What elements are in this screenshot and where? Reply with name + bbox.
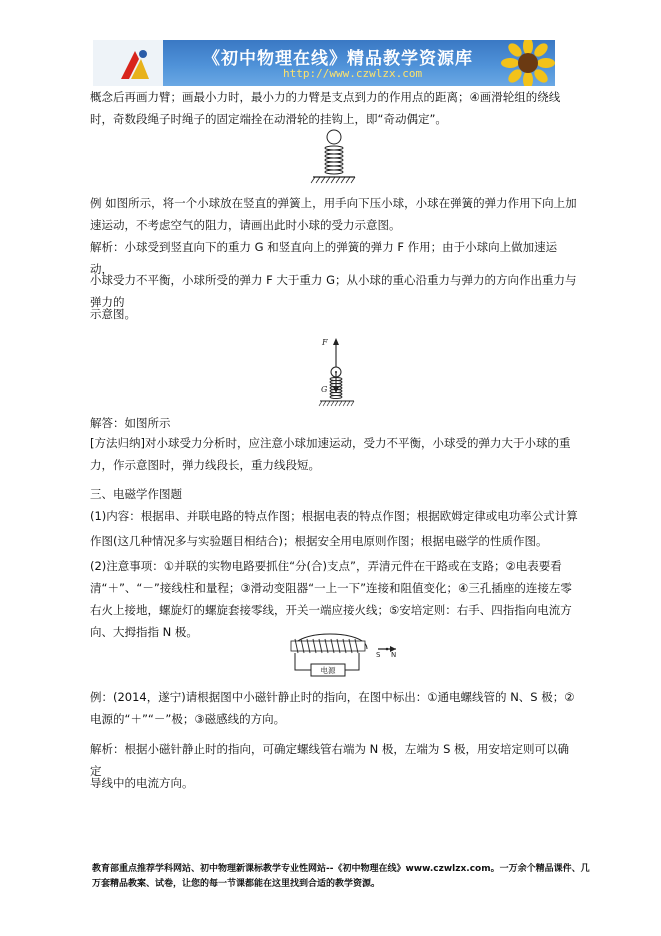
banner-title: 《初中物理在线》精品教学资源库: [203, 49, 473, 69]
analysis-1-line-3: 示意图。: [90, 307, 136, 321]
section-heading-electromagnetism: 三、电磁学作图题: [90, 487, 182, 501]
notes-3: (2)注意事项：①并联的实物电路要抓住“分(合)支点”，弄清元件在干路或在支路；②电表要看清“＋”、“－”接线柱和量程；③滑动变阻器“一上一下”连接和阻值变化；④三孔插座的连接左零右火上接地，螺旋灯的螺旋套接零线，开关一端应接火线；⑤安培定则：右手、四指指向电流方向、大拇指指 N 极。: [90, 559, 572, 639]
needle-s-label: S: [376, 651, 381, 659]
example-1: 例 如图所示，将一个小球放在竖直的弹簧上，用手向下压小球，小球在弹簧的弹力作用下向上加速运动，不考虑空气的阻力，请画出此时小球的受力示意图。: [90, 196, 577, 232]
analysis-1-line-2: 小球受力不平衡，小球所受的弹力 F 大于重力 G；从小球的重心沿重力与弹力的方向作出重力与弹力的: [90, 273, 577, 309]
needle-n-label: N: [391, 651, 397, 659]
analysis-1-line-1: 解析：小球受到竖直向下的重力 G 和竖直向上的弹簧的弹力 F 作用；由于小球向上做加速运动，: [90, 240, 558, 276]
spring-ball-figure: [305, 128, 365, 188]
site-logo-icon: [115, 45, 155, 83]
example-2: 例：(2014，遂宁)请根据图中小磁针静止时的指向，在图中标出：①通电螺线管的 N、S 极；②电源的“＋”“－”极；③磁感线的方向。: [90, 690, 575, 726]
solenoid-circuit-figure: [287, 625, 407, 677]
content-3-line-2: 作图(这几种情况多与实验题目相结合)；根据安全用电原则作图；根据电磁学的性质作图。: [90, 534, 548, 548]
analysis-2-line-2: 导线中的电流方向。: [90, 776, 194, 790]
answer-1: 解答：如图所示: [90, 416, 171, 430]
method-summary: [方法归纳]对小球受力分析时，应注意小球加速运动，受力不平衡，小球受的弹力大于小球的重力，作示意图时，弹力线段长，重力线段短。: [90, 436, 571, 472]
paragraph-levers-pulleys: 概念后再画力臂；画最小力时，最小力的力臂是支点到力的作用点的距离；④画滑轮组的绕线时，奇数段绳子时绳子的固定端拴在动滑轮的挂钩上，即“奇动偶定”。: [90, 90, 561, 126]
sunflower-icon: [498, 40, 555, 86]
page-footer: 教育部重点推荐学科网站、初中物理新课标教学专业性网站--《初中物理在线》www.czwlzx.com。一万余个精品课件、几万套精品教案、试卷，让您的每一节课都能在这里找到合适的教学资源。: [92, 864, 590, 889]
force-diagram-figure: [308, 336, 368, 412]
battery-label: 电源: [320, 666, 336, 675]
header-banner: [93, 40, 555, 86]
banner-url[interactable]: http://www.czwlzx.com: [283, 67, 423, 80]
analysis-2-line-1: 解析：根据小磁针静止时的指向，可确定螺线管右端为 N 极，左端为 S 极，用安培定则可以确定: [90, 742, 570, 778]
force-g-label: G: [321, 385, 328, 394]
content-3-line-1: (1)内容：根据串、并联电路的特点作图；根据电表的特点作图；根据欧姆定律或电功率公式计算: [90, 509, 578, 523]
force-f-label: F: [322, 338, 328, 347]
